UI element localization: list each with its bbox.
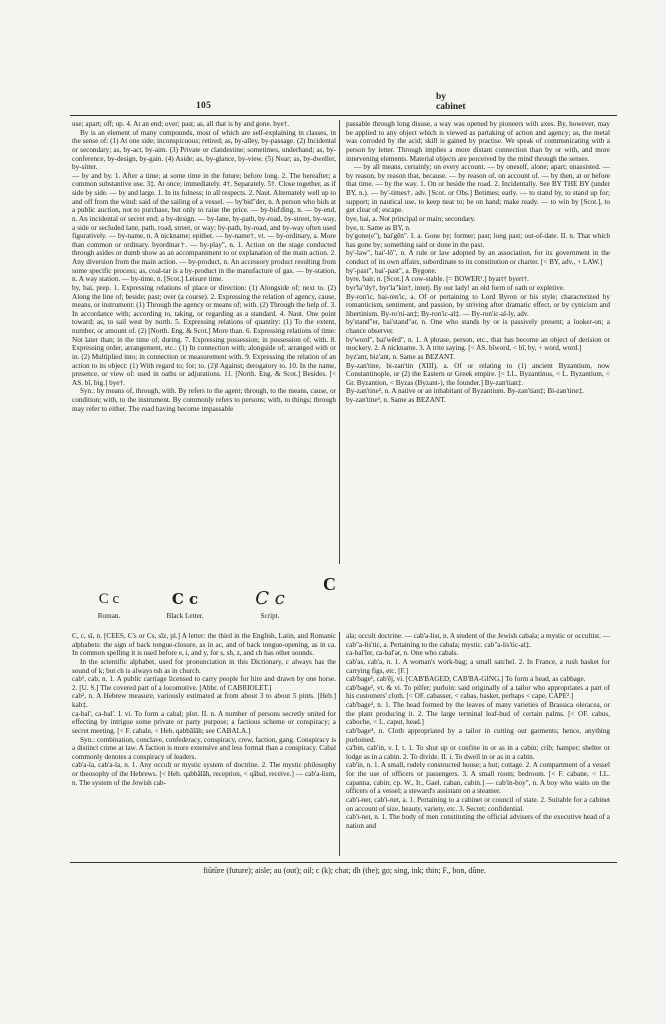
entry-paragraph: bye, bai, a. Not principal or main; secondary. [346,214,476,223]
pronunciation-key: fiūtūre (future); aisle; au (out); oil; c (k); chat; dh (the); go; sing, ink; thin; F., bon, dūne. [203,866,486,875]
entry-paragraph: cab'a-la, cab'a-la, n. 1. Any occult or mystic system of doctrine. 2. The mystic philosophy or theosophy of the Hebrews. [< Heb. qabbālāh, reception, < qābal, receive.] — cab'a-lism, n. The system of the Jewish cab- [72,761,336,787]
entry-paragraph: cab¹, cab, n. 1. A public carriage licensed to carry people for hire and drawn by one horse. 2. [U. S.] The covered part of a locomotive. [Abbr. of CABRIOLET.] [72,675,336,692]
entry-paragraph: ca-bal'ler, ca-bal'ər, n. One who cabals. [346,649,459,658]
entry-paragraph: ala; occult doctrine. — cab'a-list, n. A student of the Jewish cabala; a mystic or occultist. — cab"a-lis'tic, a. Pertaining to the cabala; mystic. cab"a-lis'tic-al‡. [346,632,610,649]
guide-word-first: by [436,92,447,102]
entry-paragraph: Syn.: combination, conclave, confederacy, conspiracy, crew, faction, gang. Conspiracy is a distinct crime at law. A faction is more extensive and less formal than a conspiracy. Cabal commonly denotes a conspiracy of leaders. [72,735,336,761]
column-left-top [72,120,336,566]
footer-rule [70,862,617,863]
entry-paragraph: by'word", bai'wērd", n. 1. A phrase, person, etc., that has become an object of derision or mockery. 2. A nickname. 3. A trite saying. [< AS. bīword, < bī, by, + word, word.] [346,335,610,353]
entry-paragraph: passable through long disuse, a way was opened by pioneers with axes. By, however, may be applied to any object which is viewed as partaking of action and agency; as, the metal was corroded by the acid; skill is gained by practise. We speak of communicating with a person by letter. Through implies a more distant connection than by or with, and more intervening elements. Material objects are perceived by the mind through the senses. [346,120,610,163]
script-glyph: C c [255,588,285,609]
entry-paragraph: cab'i-net, n. 1. The body of men constituting the official advisers of the executive head of a nation and [346,813,610,830]
column-left-bottom [72,632,336,856]
guide-words [436,92,466,112]
entry-paragraph: In the scientific alphabet, used for pronunciation in this Dictionary, c always has the sound of k; but ch is always tsh as in church. [72,657,336,675]
entry-paragraph: byz'ant, biz'ant, n. Same as BEZANT. [346,352,455,361]
entry-paragraph: cab'i-net, cab'i-net, a. 1. Pertaining to a cabinet or council of state. 2. Suitable for a cabinet on account of size, beauty, variety, etc. 3. Secret; confidential. [346,795,610,813]
entry-paragraph: by'-past", bai'-past", a. Bygone. [346,266,437,275]
entry-paragraph: byr'la"dy†, byr'la"kin†, interj. By our lady! an old form of oath or expletive. [346,283,565,292]
letter-form-black-letter [150,590,220,620]
column-right-top [346,120,610,566]
entry-paragraph: By is an element of many compounds, most of which are self-explaining in classes, in the sense of: (1) At one side; inconspicuous; retired; as, by-alley, by-passage. (2) Incidental or secondary; as, by-act, by-aim. (3) Private or clandestine; sometimes, underhand; as, by-conference, by-design, by-gain. (4) Aside; as, by-glance, by-view. (5) Near; as, by-dweller, by-sitter. [72,128,336,172]
entry-paragraph: C, c, sī, n. [CEES, C's or Cs, sīz, pl.] A letter: the third in the English, Latin, and Romanic alphabets: the sign of back tongue-closure, as in ac, and of back tongue-opening, as in ca. In common spelling it is used before e, i, and y, for s, sh, z, and ch has other sounds. [72,632,336,658]
entry-paragraph: — by all means, certainly; on every account. — by oneself, alone; apart; unassisted. — by reason, by reason that, because. — by reason of, on account of. — by then, at or before that time. — by the way. 1. On or beside the road. 2. Incidentally. See BY THE BY (under BY, n.). — by'-times†, adv. [Scot. or Obs.] Betimes; early. — to stand by, to stand up for; support; in nautical use, to keep near to; be on hand; make ready. — to win by [Scot.], to get clear of; escape. [346,163,610,215]
page-number: 105 [196,101,212,111]
section-letter: C [323,574,336,594]
entry-paragraph: byre, bair, n. [Scot.] A cow-stable. [= BOWER¹.] byart† byert†. [346,275,529,284]
entry-paragraph: cab'in, n. 1. A small, rudely constructed house; a hut; cottage. 2. A compartment of a vessel for the use of officers or passengers. 3. A small room; bedroom. [< F. cabane, < LL. capanna, cabin; cp. W., Ir., Gael. caban, cabin.] — cab'in-boy", n. A boy who waits on the officers of a vessel; a steward's assistant on a steamer. [346,761,610,796]
entry-paragraph: cab'as, cab'a, n. 1. A woman's work-bag; a small satchel. 2. In France, a rush basket for carrying figs, etc. [F.] [346,657,610,675]
entry-paragraph: by, bai, prep. 1. Expressing relations of place or direction: (1) Alongside of; next to. (2) Along the line of; beside; past; over (a course). 2. Expressing the relation of agency, cause, means, or instrument: (1) Through the agency or means of; with. (2) Through the help of. 3. In accordance with; according to, taking, or regarding as a standard. 4. Naut. One point toward; as, to sail west by north. 5. Expressing relations of quantity: (1) To the extent, number, or amount of. (2) [North. Eng. & Scot.] More than. 6. Expressing relations of time: Not later than; in the time of; during. 7. Expressing possession; in possession of; with. 8. Expressing order, arrangement, etc.: (1) In connection with; alongside of; arranged with or in. (2) Multiplied into; in connection or measurement with. 9. Expressing the relation of an action to its object: (1) With regard to; for; to. (2)‖ Against; derogatory to. 10. In the name, presence, or view of: used in oaths or adjurations. 11. [North. Eng. & Scot.] Besides. [< AS. bī, big.] bye†. [72,283,336,387]
entry-paragraph: — by and by. 1. After a time; at some time in the future; before long. 2. The hereafter; a common substantive use. 3‡. At once; immediately. 4†. Separately. 5†. Close together, as if side by side. — by and large. 1. In its fulness; in all respects. 2. Naut. Alternately well up to and off from the wind: said of the sailing of a vessel. — by'bid"der, n. A person who bids at a public auction, not to purchase, but only to raise the price. — by-bid'ding, n. — by-end, n. An incidental or secret end; a by-design. — by-lane, by-path, by-road, by-street, by-way, a side or secluded lane, path, road, street, or way; by-path, by-road, and by-way often used figuratively. — by-name, n. A nickname; epithet. — by-name†, vt. — by-ordinary, a. More than common or ordinary. byordinar†. — by-play", n. 1. Action on the stage conducted through asides or dumb show as an accompaniment to or explanation of the main action. 2. Any diversion from the main action. — by-product, n. An accessory product resulting from some specific process; as, coal-tar is a by-product in the manufacture of gas. — by-station, n. A way station. — by-time, n. [Scot.] Leisure time. [72,171,336,284]
entry-paragraph: cab'bage¹, cab'ēj, vi. [CAB'BAGED; CAB'BA-GING.] To form a head, as cabbage. [346,675,586,684]
column-right-bottom [346,632,610,856]
column-divider [339,632,340,856]
entry-paragraph: cab², n. A Hebrew measure, variously estimated at from about 3 to about 5 pints. [Heb.] kab‡. [72,692,336,709]
script-label: Script. [260,612,280,620]
roman-glyph: C c [98,591,120,607]
entry-paragraph: by'-law", bai'-lō", n. A rule or law adopted by an association, for its government in the conduct of its own affairs, subordinate to its constitution or charter. [< BY, adv., + LAW.] [346,249,610,266]
entry-paragraph: by'gone(e"), bai'gēn". I. a. Gone by; former; past; long past; out-of-date. II. n. That which has gone by; something said or done in the past. [346,232,610,249]
entry-paragraph: Syn.: by means of, through, with. By refers to the agent; through, to the means, cause, or condition; with, to the instrument. By commonly refers to persons; with, to things; through may refer to either. The road having become impassable [72,387,336,413]
entry-paragraph: cab'bage², vt. & vi. To pilfer; purloin: said originally of a tailor who appropriates a part of his customers' cloth. [< OF. cabasser, < cabas, basket, perhaps < cape, CAPE².] [346,683,610,701]
entry-paragraph: By-ron'ic, bai-ren'ic, a. Of or pertaining to Lord Byron or his style; characterized by romanticism, sentiment, and passion, by striving after dramatic effect, or by cynicism and libertinism. By-ro'ni-an‡; By-ron'ic-al‡. — By-ron'ic-al-ly, adv. [346,292,610,318]
black-letter-glyph: C c [171,590,199,608]
entry-paragraph: ca'bin, cab'in, v. I. t. 1. To shut up or confine in or as in a cabin; crib; hamper; shelter or lodge as in a cabin. 2. To divide. II. i. To dwell in or as in a cabin. [346,744,610,761]
entry-paragraph: use; apart; off; up. 4. At an end; over; past; as, all that is by and gone. bye†. [72,120,290,128]
black-letter-label: Black Letter. [166,612,204,620]
entry-paragraph: by'stand"er, bai'stand"ər, n. One who stands by or is passively present; a looker-on; a chance observer. [346,318,610,335]
roman-label: Roman. [97,612,121,620]
letter-form-script [240,590,300,620]
header-rule [70,115,617,116]
entry-paragraph: By-zan'tine, bi-zan'tin (XIII), a. Of or relating to (1) ancient Byzantium, now Constantinople, or (2) the Eastern or Greek empire. [< LL. Byzantinus, < L. Byzantium, < Gr. Byzantion, < Byzas (Byzant-), the founder.] By-zan'tian‡. [346,361,610,387]
entry-paragraph: by-zan'tine³, n. Same as BEZANT. [346,396,446,404]
letter-form-roman [84,590,134,620]
guide-word-last: cabinet [436,102,466,112]
entry-paragraph: By-zan'tine², n. A native or an inhabitant of Byzantium. By-zan'tian‡; Bi-zan'tine‡. [346,387,584,396]
column-divider [339,120,340,564]
entry-paragraph: cab'bage⁴, n. Cloth appropriated by a tailor in cutting out garments; hence, anything purloined. [346,726,610,744]
entry-paragraph: cab'bage³, n. 1. The head formed by the leaves of many varieties of Brassica oleracea, or the plant producing it. 2. The large terminal leaf-bud of certain palms. [< OF. cabus, caboche, < L. caput, head.] [346,701,610,727]
entry-paragraph: bye, n. Same as BY, n. [346,223,411,232]
entry-paragraph: ca-bal', ca-bal'. I. vi. To form a cabal; plot. II. n. A number of persons secretly united for effecting by intrigue some private or party purpose; a factious scheme or conspiracy; a secret meeting. [< F. cabale, < Heb. qabbālāh; see CABALA.] [72,709,336,735]
